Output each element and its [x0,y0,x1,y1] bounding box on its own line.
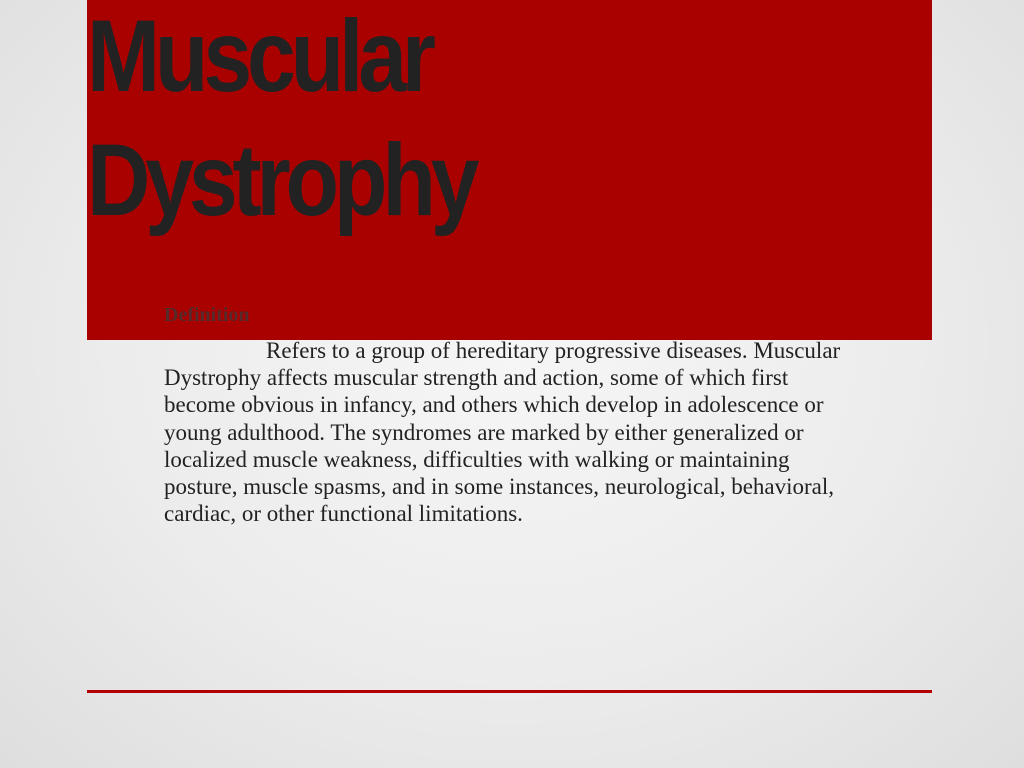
definition-text: Refers to a group of hereditary progressive diseases. Muscular Dystrophy affects muscular strength and action, some of which first become obvious in infancy, and others which develop in adolescence or young adulthood. The syndromes are marked by either generalized or localized muscle weakness, difficulties with walking or maintaining posture, muscle spasms, and in some instances, neurological, behavioral, cardiac, or other functional limitations. [164,338,841,527]
definition-heading: Definition [164,304,250,326]
slide-title: Muscular Dystrophy [87,0,475,237]
content-area [164,302,864,527]
bottom-rule [87,690,932,693]
title-block [87,0,932,340]
